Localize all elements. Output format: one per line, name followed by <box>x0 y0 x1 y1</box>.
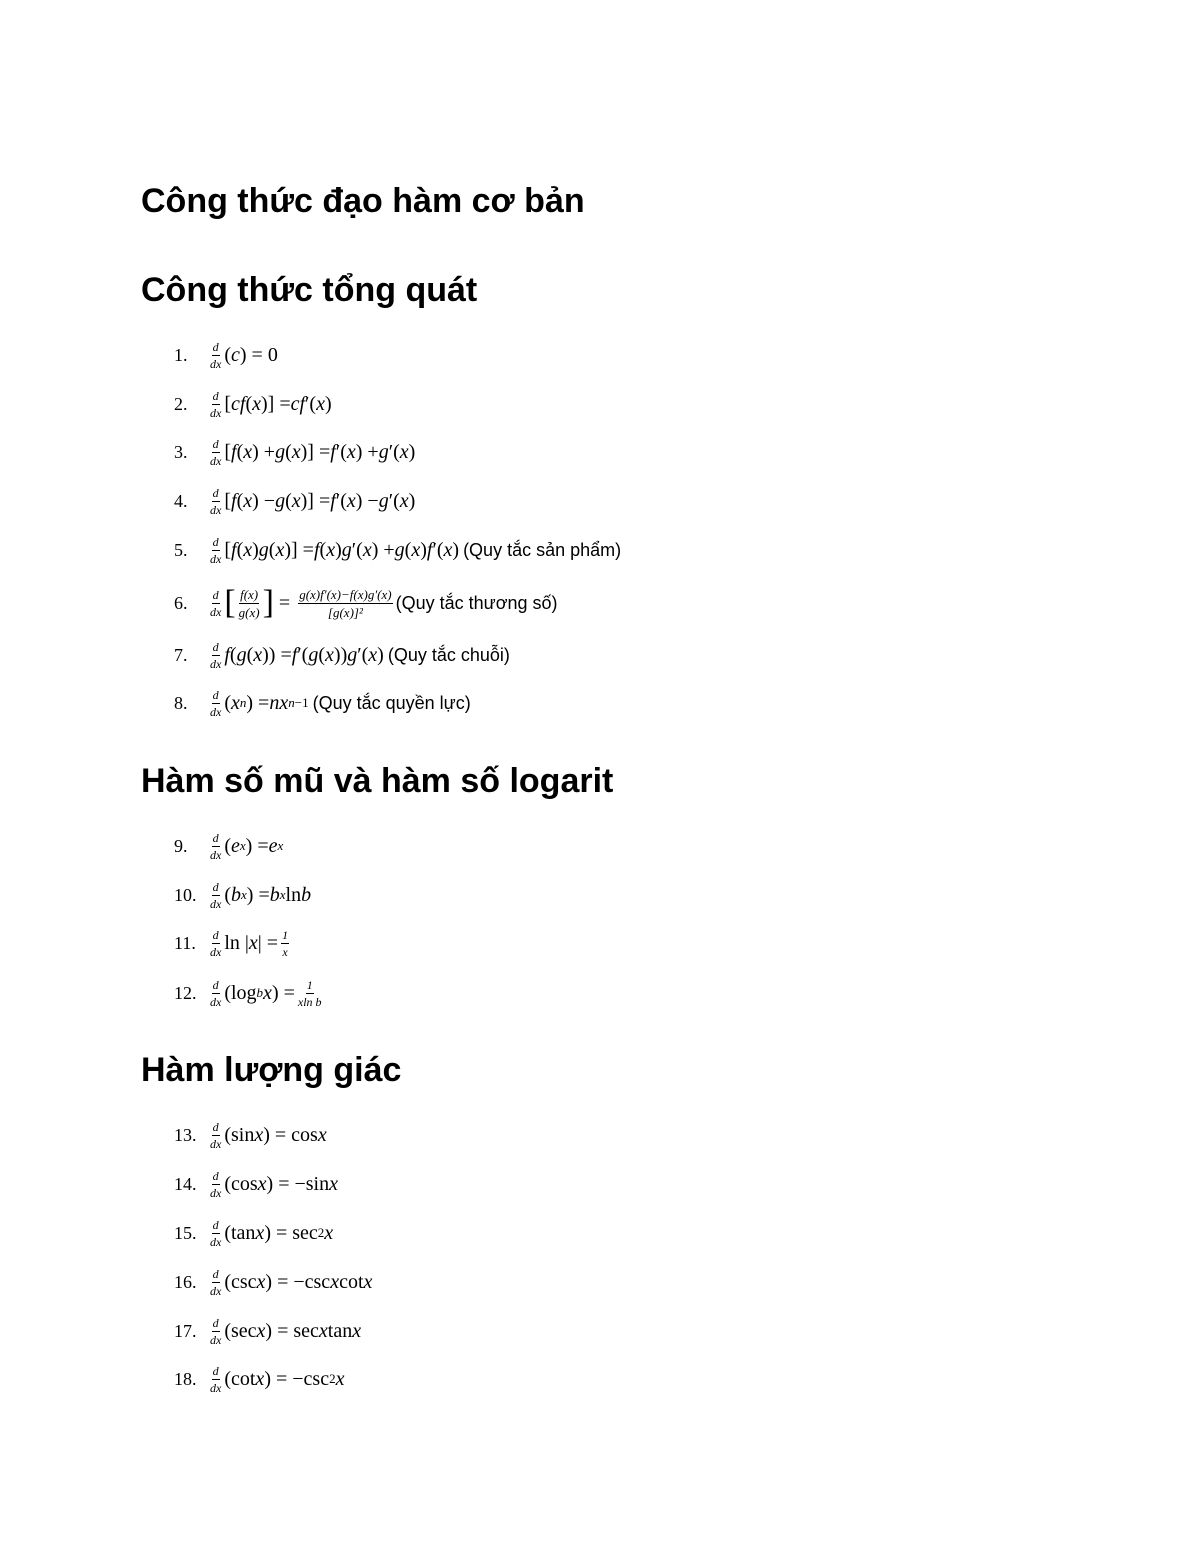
section-heading-exp-log: Hàm số mũ và hàm số logarit <box>141 762 614 800</box>
formula-item: 5. $\frac{d}{dx}$ [ f ( x ) g ( x )] = f ( x ) g ′( x ) + g ( x ) f ′( x ) (Quy tắc sản phẩm) <box>174 534 622 566</box>
formula-item: 18. $\frac{d}{dx}$ (cot x ) = −csc 2 x <box>174 1363 345 1395</box>
formula-item: 3. $\frac{d}{dx}$ [ f ( x ) + g ( x )] = f ′( x ) + g ′( x ) <box>174 436 416 468</box>
formula-item: 4. $\frac{d}{dx}$ [ f ( x ) − g ( x )] = f ′( x ) − g ′( x ) <box>174 485 416 517</box>
formula: $\frac{d}{dx}$ ( e x ) = e x <box>210 830 284 862</box>
formula-item: 13. $\frac{d}{dx}$ (sin x ) = cos x <box>174 1119 327 1151</box>
formula: $\frac{d}{dx}$ ( c ) = 0 <box>210 339 278 371</box>
formula: $\frac{d}{dx}$ ln | x | = $\frac{1}{x}$ <box>210 927 289 959</box>
rule-note: (Quy tắc thương số) <box>395 592 558 613</box>
formula-item: 10. $\frac{d}{dx}$ ( b x ) = b x ln b <box>174 879 312 911</box>
formula-item: 2. $\frac{d}{dx}$ [ cf ( x )] = cf ′( x ) <box>174 388 332 420</box>
formula: $\frac{d}{dx}$ (csc x ) = −csc x cot x <box>210 1266 373 1298</box>
formula-item: 14. $\frac{d}{dx}$ (cos x ) = −sin x <box>174 1168 338 1200</box>
formula: $\frac{d}{dx}$ (log b x ) = $\frac{1}{\text{xln b}}$ <box>210 977 322 1009</box>
formula: $\frac{d}{dx}$ [ f ( x ) g ( x )] = f ( x ) g ′( x ) + g ( x ) f ′( x ) <box>210 534 460 566</box>
formula: $\frac{d}{dx}$ (cos x ) = −sin x <box>210 1168 338 1200</box>
formula-item: 15. $\frac{d}{dx}$ (tan x ) = sec 2 x <box>174 1217 334 1249</box>
formula-item: 12. $\frac{d}{dx}$ (log b x ) = $\frac{1}{\text{xln b}}$ <box>174 973 325 1013</box>
formula: $\frac{d}{dx}$ (sin x ) = cos x <box>210 1119 327 1151</box>
formula-item: 11. $\frac{d}{dx}$ ln | x | = $\frac{1}{x}$ <box>174 923 292 963</box>
formula: $\frac{d}{dx}$ (tan x ) = sec 2 x <box>210 1217 334 1249</box>
rule-note: (Quy tắc chuỗi) <box>387 644 510 665</box>
formula: $\frac{d}{dx}$ ( b x ) = b x ln b <box>210 879 312 911</box>
formula-item: 16. $\frac{d}{dx}$ (csc x ) = −csc x cot x <box>174 1266 373 1298</box>
section-heading-trig: Hàm lượng giác <box>141 1051 402 1089</box>
formula: $\frac{d}{dx}$ [ f ( x ) − g ( x )] = f ′( x ) − g ′( x ) <box>210 485 416 517</box>
formula: $\frac{d}{dx}$ f ( g ( x )) = f ′( g ( x )) g ′( x ) <box>210 639 384 671</box>
formula-item: 17. $\frac{d}{dx}$ (sec x ) = sec x tan x <box>174 1315 362 1347</box>
section-heading-general: Công thức tổng quát <box>141 271 478 309</box>
formula-item: 7. $\frac{d}{dx}$ f ( g ( x )) = f ′( g ( x )) g ′( x ) (Quy tắc chuỗi) <box>174 639 510 671</box>
rule-note: (Quy tắc sản phẩm) <box>463 539 622 560</box>
formula-item: 8. $\frac{d}{dx}$ ( x n ) = nx n−1 (Quy tắc quyền lực) <box>174 687 471 719</box>
formula-item: 9. $\frac{d}{dx}$ ( e x ) = e x <box>174 830 284 862</box>
formula: $\frac{d}{dx}$ [ cf ( x )] = cf ′( x ) <box>210 388 332 420</box>
formula: $\frac{d}{dx}$ (cot x ) = −csc 2 x <box>210 1363 345 1395</box>
formula-item: 6. $\frac{d}{dx}$ [ $\frac{f(x)}{g(x)}$ ] = $\frac{g(x)f'(x)-f(x)g'(x)}{\text{[g(x)]²}}$ (Quy tắc thương số) <box>174 584 558 621</box>
formula-item: 1. $\frac{d}{dx}$ ( c ) = 0 <box>174 339 278 371</box>
formula: $\frac{d}{dx}$ [ $\frac{f(x)}{g(x)}$ ] = $\frac{g(x)f'(x)-f(x)g'(x)}{\text{[g(x)]²}}$ <box>210 584 392 621</box>
page-title: Công thức đạo hàm cơ bản <box>141 182 585 220</box>
formula: $\frac{d}{dx}$ (sec x ) = sec x tan x <box>210 1315 362 1347</box>
formula: $\frac{d}{dx}$ ( x n ) = nx n−1 <box>210 687 309 719</box>
formula: $\frac{d}{dx}$ [ f ( x ) + g ( x )] = f ′( x ) + g ′( x ) <box>210 436 416 468</box>
rule-note: (Quy tắc quyền lực) <box>312 692 471 713</box>
